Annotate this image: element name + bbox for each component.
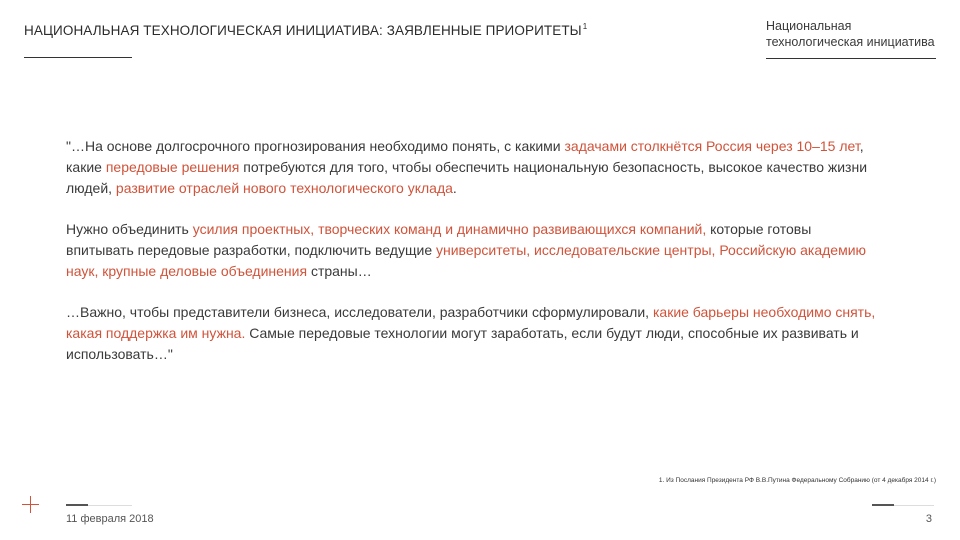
logo-line-2: технологическая инициатива <box>766 35 935 49</box>
quote-paragraph-1 <box>66 136 876 199</box>
highlighted-text: какие барьеры необходимо снять, какая поддержка им нужна. <box>66 304 876 341</box>
page-number: 3 <box>925 513 932 525</box>
quote-block <box>66 136 876 385</box>
highlighted-text: университеты, исследовательские центры, Российскую академию наук, крупные деловые объединения <box>66 242 867 279</box>
quote-text: . <box>452 180 457 196</box>
highlighted-text: задачами столкнётся Россия через 10–15 лет <box>564 138 860 154</box>
title-underline <box>24 57 132 58</box>
quote-text: Нужно объединить <box>66 221 193 237</box>
footer-divider-right <box>872 505 934 506</box>
highlighted-text: развитие отраслей нового технологического уклада <box>115 180 453 196</box>
footer-date: 11 февраля 2018 <box>66 513 154 525</box>
quote-text: которые готовы впитывать передовые разработки, подключить ведущие <box>66 221 812 258</box>
footnote: 1. Из Послания Президента РФ В.В.Путина Федеральному Собранию (от 4 декабря 2014 г.) <box>658 477 936 484</box>
quote-text: потребуются для того, чтобы обеспечить национальную безопасность, высокое качество жизни людей, <box>66 159 868 196</box>
quote-text: …Важно, чтобы представители бизнеса, исследователи, разработчики сформулировали, <box>66 304 653 320</box>
footnote-mark: 1 <box>582 22 588 31</box>
page-title <box>24 22 724 38</box>
quote-text: страны… <box>307 263 372 279</box>
highlighted-text: передовые решения <box>105 159 240 175</box>
quote-text: "…На основе долгосрочного прогнозирования необходимо понять, с какими <box>66 138 565 154</box>
quote-text: , какие <box>66 138 864 175</box>
plus-icon <box>22 496 39 513</box>
logo-line-1: Национальная <box>766 19 852 33</box>
highlighted-text: усилия проектных, творческих команд и динамично развивающихся компаний, <box>192 221 707 237</box>
page-title-text: НАЦИОНАЛЬНАЯ ТЕХНОЛОГИЧЕСКАЯ ИНИЦИАТИВА: ЗАЯВЛЕННЫЕ ПРИОРИТЕТЫ <box>24 23 582 38</box>
quote-paragraph-2 <box>66 219 876 282</box>
logo-underline <box>766 58 936 59</box>
quote-paragraph-3 <box>66 302 876 365</box>
footer-divider-left <box>66 505 132 506</box>
quote-text: Самые передовые технологии могут заработать, если будут люди, способные их развивать и использовать…" <box>66 325 859 362</box>
logo <box>766 18 935 50</box>
